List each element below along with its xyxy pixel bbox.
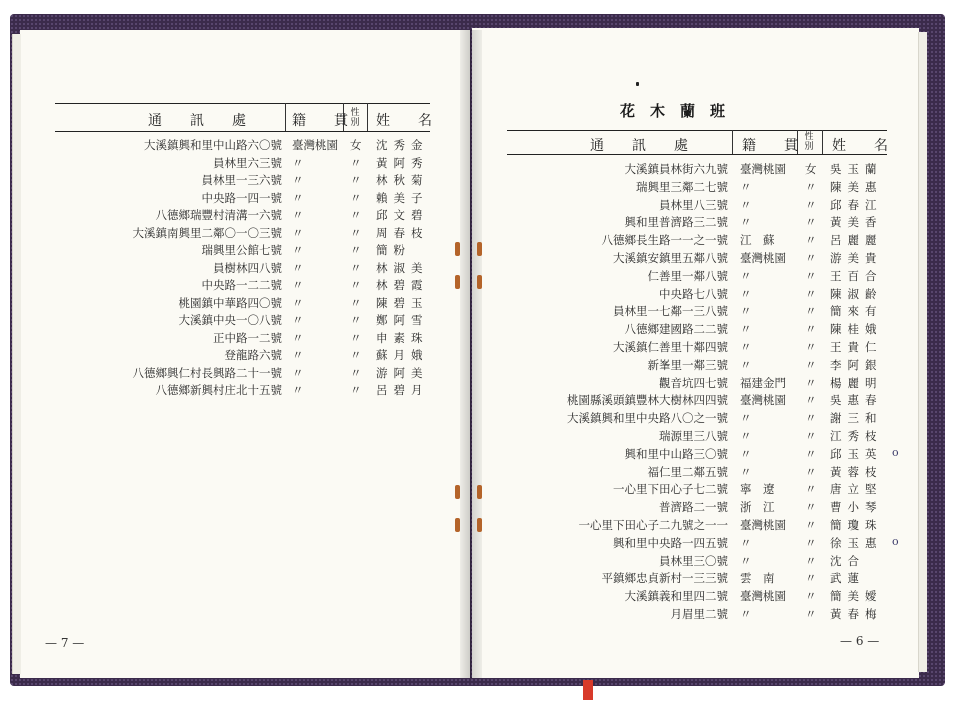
header-rule-bottom xyxy=(55,131,430,132)
roster-row xyxy=(472,303,919,320)
roster-origin: 〃 xyxy=(292,295,304,310)
roster-address: 一心里下田心子七二號 xyxy=(613,482,728,497)
roster-name: 陳美惠 xyxy=(830,179,883,194)
roster-row xyxy=(472,481,919,498)
roster-sex: 〃 xyxy=(350,348,362,362)
roster-origin: 雲 南 xyxy=(740,571,775,586)
roster-origin: 〃 xyxy=(292,383,304,397)
roster-name: 呂麗麗 xyxy=(830,233,883,248)
roster-name: 周春枝 xyxy=(376,225,429,240)
roster-origin: 〃 xyxy=(740,357,752,372)
roster-address: 八德鄉長生路一一之一號 xyxy=(601,233,728,248)
roster-sex: 〃 xyxy=(805,553,817,568)
roster-origin: 浙 江 xyxy=(740,500,775,515)
roster-address: 平鎮鄉忠貞新村一三三號 xyxy=(601,571,728,586)
roster-sex: 〃 xyxy=(350,365,362,380)
header-rule-top xyxy=(55,103,430,104)
roster-row xyxy=(20,207,470,224)
bookmark-ribbon xyxy=(583,680,593,700)
roster-name: 武蓮 xyxy=(830,571,865,586)
roster-origin: 〃 xyxy=(740,535,752,550)
roster-row xyxy=(472,232,919,249)
roster-row xyxy=(472,428,919,445)
roster-address: 員林里六三號 xyxy=(213,155,282,170)
roster-sex: 〃 xyxy=(805,375,817,390)
roster-origin: 臺灣桃園 xyxy=(740,518,786,532)
roster-name: 楊麗明 xyxy=(830,375,883,390)
roster-sex: 〃 xyxy=(805,179,817,194)
roster-sex: 〃 xyxy=(805,393,817,408)
roster-name: 林淑美 xyxy=(376,260,429,275)
roster-row xyxy=(20,190,470,207)
roster-sex: 女 xyxy=(350,138,362,152)
roster-address: 八德鄉建國路二二號 xyxy=(624,322,728,337)
roster-row xyxy=(20,242,470,259)
roster-row xyxy=(20,295,470,312)
roster-sex: 〃 xyxy=(805,286,817,301)
roster-name: 黃阿秀 xyxy=(376,155,429,170)
roster-sex: 〃 xyxy=(805,446,817,461)
roster-sex: 〃 xyxy=(805,215,817,230)
roster-name: 游阿美 xyxy=(376,365,429,380)
roster-address: 大溪鎮興和里中山路六〇號 xyxy=(144,138,282,152)
roster-sex: 〃 xyxy=(805,482,817,497)
roster-name: 李阿銀 xyxy=(830,357,883,372)
roster-row xyxy=(472,588,919,605)
roster-origin: 〃 xyxy=(740,429,752,443)
roster-address: 中央路一四一號 xyxy=(201,190,282,205)
roster-origin: 〃 xyxy=(740,553,752,568)
roster-row xyxy=(20,330,470,347)
roster-name: 邱文碧 xyxy=(376,208,429,222)
roster-name: 陳桂娥 xyxy=(830,322,883,337)
roster-row xyxy=(472,535,919,552)
header-sex: 性別 xyxy=(804,132,814,152)
roster-row xyxy=(20,155,470,172)
roster-sex: 〃 xyxy=(350,243,362,257)
roster-row xyxy=(472,339,919,356)
roster-name: 陳淑齡 xyxy=(830,286,883,301)
roster-row xyxy=(472,392,919,409)
roster-sex: 〃 xyxy=(805,197,817,212)
roster-sex: 〃 xyxy=(350,190,362,205)
roster-origin: 〃 xyxy=(740,179,752,194)
class-title: 花 木 蘭 班 xyxy=(620,102,726,120)
roster-origin: 〃 xyxy=(740,607,752,621)
roster-address: 員林里八三號 xyxy=(659,197,728,212)
handwritten-mark: o xyxy=(892,534,899,548)
roster-origin: 〃 xyxy=(292,260,304,275)
roster-row xyxy=(472,606,919,623)
roster-sex: 〃 xyxy=(805,518,817,532)
roster-address: 大溪鎮中央一〇八號 xyxy=(178,313,282,327)
header-name: 姓 名 xyxy=(832,138,888,154)
roster-origin: 臺灣桃園 xyxy=(740,393,786,408)
roster-origin: 〃 xyxy=(292,208,304,222)
roster-row xyxy=(472,499,919,516)
roster-name: 林秋菊 xyxy=(376,173,429,187)
roster-name: 賴美子 xyxy=(376,190,429,205)
roster-sex: 〃 xyxy=(805,251,817,265)
roster-row xyxy=(472,214,919,231)
roster-origin: 江 蘇 xyxy=(740,233,775,248)
roster-row xyxy=(20,172,470,189)
roster-row xyxy=(20,347,470,364)
roster-origin: 〃 xyxy=(740,340,752,354)
roster-address: 瑞興里三鄰二七號 xyxy=(636,179,728,194)
roster-sex: 〃 xyxy=(350,260,362,275)
header-origin: 籍 貫 xyxy=(292,113,348,129)
roster-name: 呂碧月 xyxy=(376,383,429,397)
roster-address: 中央路七八號 xyxy=(659,286,728,301)
roster-row xyxy=(472,517,919,534)
roster-row xyxy=(472,464,919,481)
roster-origin: 〃 xyxy=(292,173,304,187)
roster-address: 大溪鎮仁善里十鄰四號 xyxy=(613,340,728,354)
roster-row xyxy=(20,260,470,277)
roster-name: 徐玉惠 xyxy=(830,535,883,550)
roster-name: 鄭阿雪 xyxy=(376,313,429,327)
roster-name: 簡瓊珠 xyxy=(830,518,883,532)
right-page-number: — 6 — xyxy=(840,634,880,648)
roster-address: 大溪鎮義和里四二號 xyxy=(624,589,728,604)
roster-sex: 〃 xyxy=(805,589,817,604)
roster-name: 吳惠春 xyxy=(830,393,883,408)
roster-origin: 〃 xyxy=(740,215,752,230)
roster-sex: 〃 xyxy=(805,357,817,372)
header-address: 通 訊 處 xyxy=(148,113,246,129)
roster-sex: 〃 xyxy=(350,225,362,240)
roster-name: 唐立堅 xyxy=(830,482,883,497)
roster-address: 正中路一二號 xyxy=(213,330,282,345)
roster-origin: 臺灣桃園 xyxy=(292,138,338,152)
book-gutter xyxy=(460,30,482,678)
roster-name: 蘇月娥 xyxy=(376,348,429,362)
roster-address: 普濟路二一號 xyxy=(659,500,728,515)
roster-name: 邱玉英 xyxy=(830,446,883,461)
roster-name: 黃蓉枝 xyxy=(830,464,883,479)
roster-origin: 〃 xyxy=(292,313,304,327)
left-page xyxy=(20,30,470,678)
roster-row xyxy=(472,570,919,587)
roster-origin: 寧 遼 xyxy=(740,482,775,497)
roster-address: 大溪鎮南興里二鄰〇一〇三號 xyxy=(132,225,282,240)
roster-sex: 〃 xyxy=(350,295,362,310)
roster-row xyxy=(472,410,919,427)
roster-origin: 〃 xyxy=(740,197,752,212)
roster-sex: 〃 xyxy=(805,304,817,319)
roster-name: 曹小琴 xyxy=(830,500,883,515)
roster-row xyxy=(20,137,470,154)
roster-address: 大溪鎮安鎮里五鄰八號 xyxy=(613,251,728,265)
roster-sex: 〃 xyxy=(350,313,362,327)
roster-row xyxy=(472,357,919,374)
roster-origin: 〃 xyxy=(740,286,752,301)
roster-origin: 〃 xyxy=(740,464,752,479)
roster-name: 游美貴 xyxy=(830,251,883,265)
roster-row xyxy=(472,161,919,178)
roster-row xyxy=(472,446,919,463)
roster-address: 仁善里一鄰八號 xyxy=(647,268,728,283)
roster-row xyxy=(20,365,470,382)
roster-row xyxy=(472,321,919,338)
roster-name: 吳玉蘭 xyxy=(830,162,883,176)
roster-origin: 〃 xyxy=(292,225,304,240)
roster-name: 簡來有 xyxy=(830,304,883,319)
roster-origin: 〃 xyxy=(740,304,752,319)
roster-address: 八德鄉新興村庄北十五號 xyxy=(155,383,282,397)
roster-sex: 〃 xyxy=(805,464,817,479)
header-rule-top xyxy=(507,130,887,131)
roster-sex: 〃 xyxy=(805,571,817,586)
roster-address: 八德鄉興仁村長興路二十一號 xyxy=(132,365,282,380)
roster-address: 桃園鎮中華路四〇號 xyxy=(178,295,282,310)
roster-sex: 〃 xyxy=(350,155,362,170)
roster-name: 謝三和 xyxy=(830,411,883,426)
roster-origin: 〃 xyxy=(292,155,304,170)
roster-sex: 〃 xyxy=(350,208,362,222)
roster-name: 林碧霞 xyxy=(376,278,429,292)
roster-address: 大溪鎮員林街六九號 xyxy=(624,162,728,176)
roster-row xyxy=(472,286,919,303)
roster-row xyxy=(20,277,470,294)
left-page-number: — 7 — xyxy=(45,636,85,650)
roster-origin: 臺灣桃園 xyxy=(740,162,786,176)
roster-address: 員林里一三六號 xyxy=(201,173,282,187)
roster-sex: 〃 xyxy=(350,330,362,345)
roster-row xyxy=(472,375,919,392)
roster-name: 江秀枝 xyxy=(830,429,883,443)
roster-sex: 〃 xyxy=(805,500,817,515)
roster-origin: 〃 xyxy=(740,411,752,426)
roster-row xyxy=(20,312,470,329)
roster-origin: 〃 xyxy=(292,278,304,292)
roster-origin: 〃 xyxy=(292,243,304,257)
roster-name: 王貴仁 xyxy=(830,340,883,354)
roster-name: 申素珠 xyxy=(376,330,429,345)
roster-address: 桃園縣溪頭鎮豐林大樹林四四號 xyxy=(567,393,728,408)
roster-sex: 〃 xyxy=(350,278,362,292)
roster-sex: 女 xyxy=(805,162,817,176)
roster-origin: 〃 xyxy=(292,330,304,345)
roster-address: 月眉里二號 xyxy=(670,607,728,621)
roster-row xyxy=(20,382,470,399)
roster-address: 八德鄉瑞豐村清溝一六號 xyxy=(155,208,282,222)
roster-origin: 臺灣桃園 xyxy=(740,251,786,265)
roster-origin: 〃 xyxy=(292,190,304,205)
roster-address: 瑞源里三八號 xyxy=(659,429,728,443)
roster-origin: 〃 xyxy=(292,348,304,362)
roster-name: 黃美香 xyxy=(830,215,883,230)
roster-origin: 〃 xyxy=(292,365,304,380)
roster-address: 瑞興里公館七號 xyxy=(201,243,282,257)
roster-sex: 〃 xyxy=(805,535,817,550)
roster-address: 員林里三〇號 xyxy=(659,553,728,568)
roster-name: 沈合 xyxy=(830,553,865,568)
roster-row xyxy=(472,553,919,570)
roster-name: 簡美嬡 xyxy=(830,589,883,604)
header-origin: 籍 貫 xyxy=(742,138,798,154)
roster-address: 興和里中央路一四五號 xyxy=(613,535,728,550)
roster-address: 大溪鎮興和里中央路八〇之一號 xyxy=(567,411,728,426)
roster-name: 沈秀金 xyxy=(376,138,429,152)
roster-name: 王百合 xyxy=(830,268,883,283)
roster-name: 陳碧玉 xyxy=(376,295,429,310)
roster-address: 興和里中山路三〇號 xyxy=(624,446,728,461)
handwritten-mark: o xyxy=(892,445,899,459)
roster-address: 一心里下田心子二九號之一一 xyxy=(578,518,728,532)
roster-sex: 〃 xyxy=(805,233,817,248)
right-page xyxy=(472,28,919,678)
roster-name: 邱春江 xyxy=(830,197,883,212)
roster-address: 登龍路六號 xyxy=(224,348,282,362)
roster-sex: 〃 xyxy=(805,322,817,337)
roster-address: 員樹林四八號 xyxy=(213,260,282,275)
roster-address: 員林里一七鄰一三八號 xyxy=(613,304,728,319)
roster-sex: 〃 xyxy=(805,340,817,354)
roster-address: 新峯里一鄰三號 xyxy=(647,357,728,372)
roster-sex: 〃 xyxy=(805,411,817,426)
roster-name: 黃春梅 xyxy=(830,607,883,621)
roster-row xyxy=(472,179,919,196)
roster-origin: 〃 xyxy=(740,268,752,283)
header-name: 姓 名 xyxy=(376,113,432,129)
roster-address: 興和里普濟路三二號 xyxy=(624,215,728,230)
roster-sex: 〃 xyxy=(805,607,817,621)
header-address: 通 訊 處 xyxy=(590,138,688,154)
roster-origin: 〃 xyxy=(740,446,752,461)
header-sex: 性別 xyxy=(350,108,360,128)
roster-row xyxy=(20,225,470,242)
roster-address: 觀音坑四七號 xyxy=(659,375,728,390)
roster-origin: 福建金門 xyxy=(740,375,786,390)
roster-origin: 〃 xyxy=(740,322,752,337)
roster-sex: 〃 xyxy=(805,268,817,283)
roster-sex: 〃 xyxy=(805,429,817,443)
roster-address: 中央路一二二號 xyxy=(201,278,282,292)
roster-row xyxy=(472,250,919,267)
roster-sex: 〃 xyxy=(350,383,362,397)
roster-sex: 〃 xyxy=(350,173,362,187)
roster-row xyxy=(472,197,919,214)
roster-origin: 臺灣桃園 xyxy=(740,589,786,604)
roster-address: 福仁里二鄰五號 xyxy=(647,464,728,479)
header-rule-bottom xyxy=(507,154,887,155)
roster-name: 簡粉 xyxy=(376,243,411,257)
roster-row xyxy=(472,268,919,285)
